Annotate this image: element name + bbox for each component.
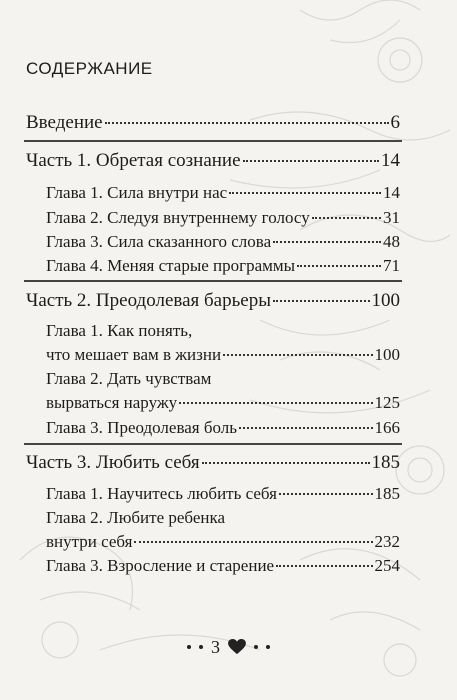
dot-ornament — [266, 645, 270, 649]
leader-dots — [239, 414, 372, 429]
toc-entry-part1-ch4: Глава 4. Меняя старые программы 71 — [46, 256, 400, 276]
dot-ornament — [254, 645, 258, 649]
leader-dots — [229, 179, 381, 194]
leader-dots — [279, 480, 373, 495]
leader-dots — [134, 528, 372, 543]
leader-dots — [312, 204, 381, 219]
leader-dots — [273, 228, 381, 243]
toc-entry-part3: Часть 3. Любить себя 185 — [26, 452, 400, 474]
toc-entry-part1: Часть 1. Обретая сознание 14 — [26, 150, 400, 172]
toc-entry-part1-ch3: Глава 3. Сила сказанного слова 48 — [46, 232, 400, 252]
toc-entry-part2: Часть 2. Преодолевая барьеры 100 — [26, 290, 400, 312]
leader-dots — [105, 108, 389, 124]
leader-dots — [223, 341, 372, 356]
toc-entry-part2-ch2: вырваться наружу 125 — [46, 393, 400, 413]
toc-entry-part2-ch1-line1: Глава 1. Как понять, — [46, 321, 193, 340]
toc-entry-part2-ch1: что мешает вам в жизни 100 — [46, 345, 400, 365]
toc-entry-part1-ch2: Глава 2. Следуя внутреннему голосу 31 — [46, 208, 400, 228]
divider — [24, 140, 402, 142]
toc-entry-part3-ch1: Глава 1. Научитесь любить себя 185 — [46, 484, 400, 504]
dot-ornament — [187, 645, 191, 649]
toc-entry-part2-ch3: Глава 3. Преодолевая боль 166 — [46, 418, 400, 438]
leader-dots — [179, 389, 372, 404]
leader-dots — [202, 448, 370, 464]
toc-entry-intro: Введение 6 — [26, 112, 400, 134]
page-footer — [0, 632, 457, 662]
dot-ornament — [199, 645, 203, 649]
divider — [24, 280, 402, 282]
toc-heading: СОДЕРЖАНИЕ — [26, 59, 153, 78]
toc-entry-part3-ch2-line1: Глава 2. Любите ребенка — [46, 508, 226, 527]
page-number: 3 — [211, 636, 220, 657]
toc-entry-part2-ch2-line1: Глава 2. Дать чувствам — [46, 369, 212, 388]
heart-icon — [228, 639, 246, 655]
toc-entry-part1-ch1: Глава 1. Сила внутри нас 14 — [46, 183, 400, 203]
toc-entry-part3-ch3: Глава 3. Взросление и старение 254 — [46, 556, 400, 576]
leader-dots — [276, 552, 372, 567]
toc-entry-part3-ch2: внутри себя 232 — [46, 532, 400, 552]
leader-dots — [243, 146, 379, 162]
leader-dots — [273, 286, 370, 302]
divider — [24, 443, 402, 445]
leader-dots — [297, 252, 381, 267]
